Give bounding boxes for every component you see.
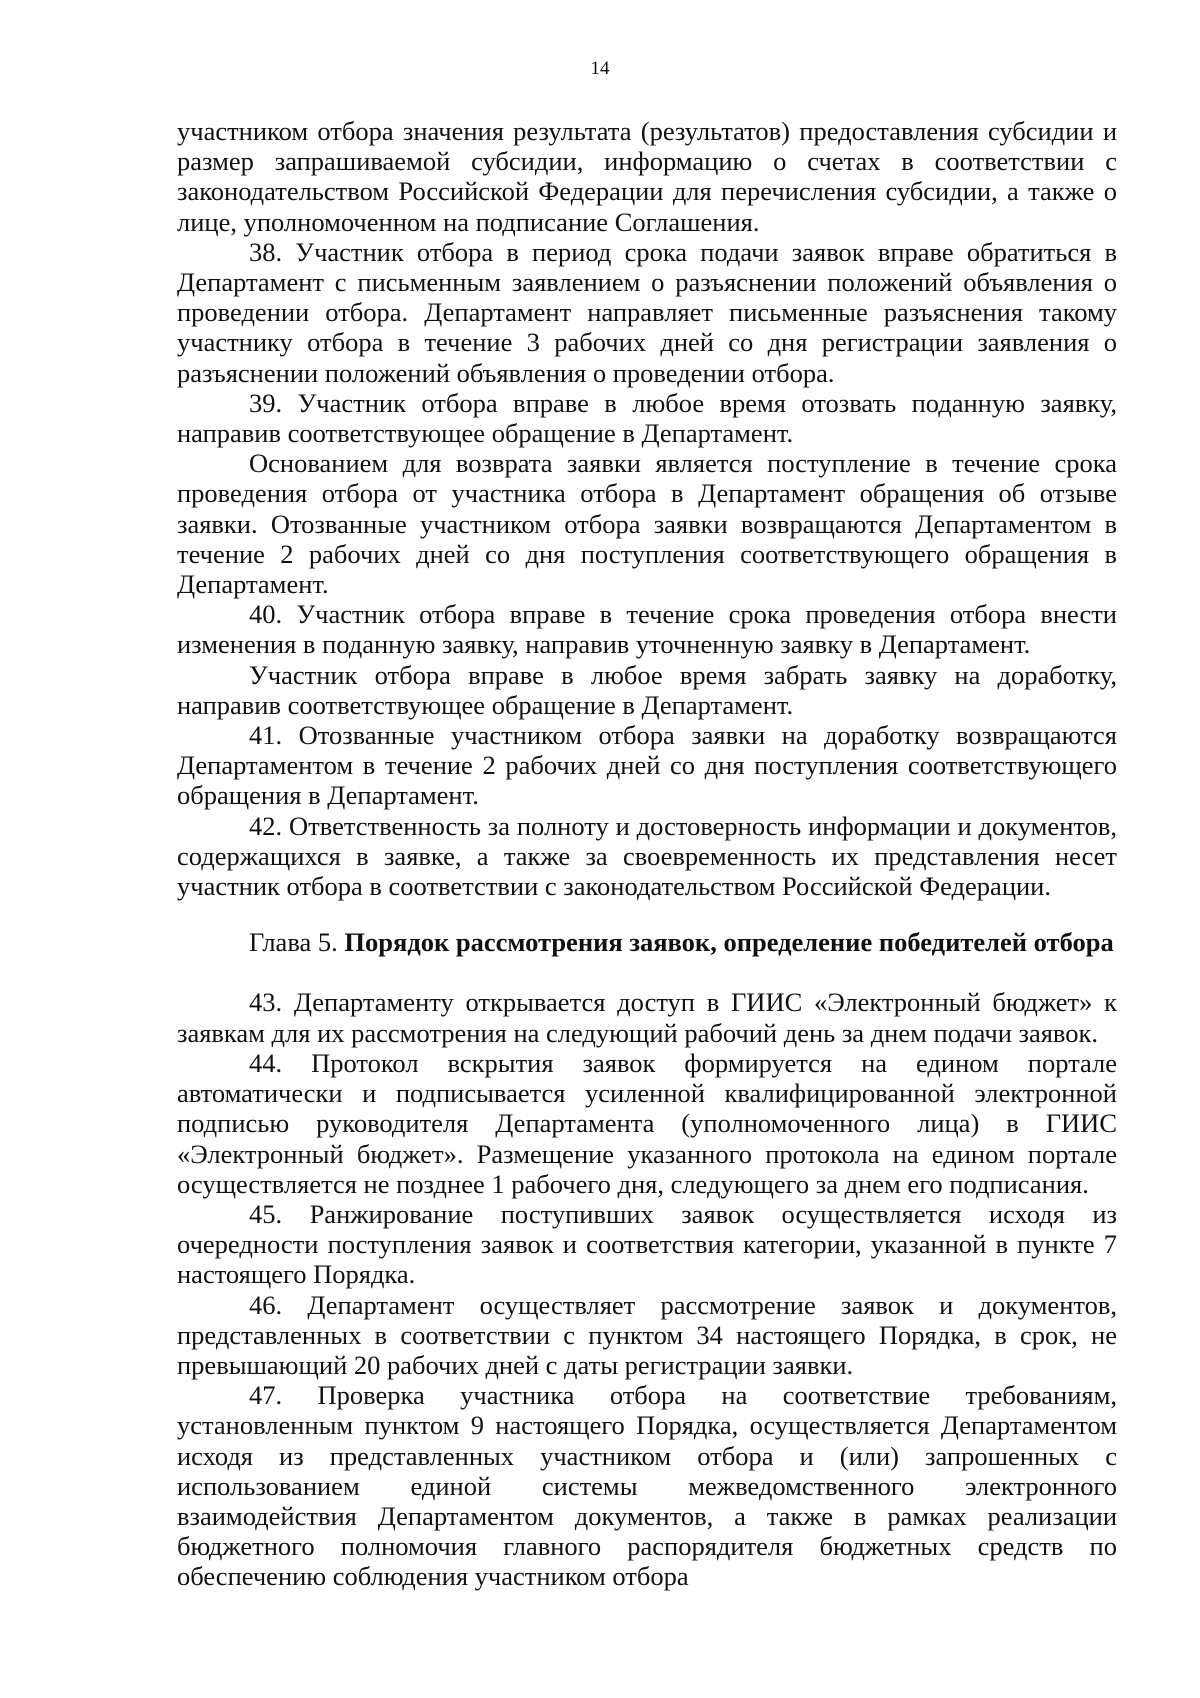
paragraph: Основанием для возврата заявки является поступление в течение срока проведения отбора от участника отбора в Департамент обращения об отзыве заявки. Отозванные участником отбора заявки возвращаются Департаментом в течение 2 рабочих дней со дня поступления соответствующего обращения в Департамент. — [177, 448, 1117, 600]
paragraph-38: 38. Участник отбора в период срока подачи заявок вправе обратиться в Департамент с письменным заявлением о разъяснении положений объявления о проведении отбора. Департамент направляет письменные разъяснения такому участнику отбора в течение 3 рабочих дней со дня регистрации заявления о разъяснении положений объявления о проведении отбора. — [177, 236, 1117, 388]
paragraph-45: 45. Ранжирование поступивших заявок осуществляется исходя из очередности поступления заявок и соответствия категории, указанной в пункте 7 настоящего Порядка. — [177, 1198, 1117, 1290]
chapter-heading — [177, 927, 1117, 957]
chapter-title: Порядок рассмотрения заявок, определение победителей отбора — [344, 927, 1114, 958]
paragraph: Участник отбора вправе в любое время забрать заявку на доработку, направив соответствующее обращение в Департамент. — [177, 659, 1117, 720]
paragraph-39: 39. Участник отбора вправе в любое время отозвать поданную заявку, направив соответствующее обращение в Департамент. — [177, 387, 1117, 449]
paragraph-44: 44. Протокол вскрытия заявок формируется на едином портале автоматически и подписывается усиленной квалифицированной электронной подписью руководителя Департамента (уполномоченного лица) в ГИИС «Электронный бюджет». Размещение указанного протокола на едином портале осуществляется не позднее 1 рабочего дня, следующего за днем его подписания. — [177, 1047, 1117, 1199]
paragraph-47: 47. Проверка участника отбора на соответствие требованиям, установленным пунктом 9 настоящего Порядка, осуществляется Департаментом исходя из представленных участником отбора и (или) запрошенных с использованием единой системы межведомственного электронного взаимодействия Департаментом документов, а также в рамках реализации бюджетного полномочия главного распорядителя бюджетных средств по обеспечению соблюдения участником отбора — [177, 1380, 1117, 1592]
document-body — [177, 116, 1117, 1592]
paragraph-43: 43. Департаменту открывается доступ в ГИИС «Электронный бюджет» к заявкам для их рассмотрения на следующий рабочий день за днем подачи заявок. — [177, 987, 1117, 1048]
chapter-prefix: Глава 5. — [249, 927, 345, 958]
page-number: 14 — [590, 58, 610, 79]
paragraph-41: 41. Отозванные участником отбора заявки на доработку возвращаются Департаментом в течение 2 рабочих дней со дня поступления соответствующего обращения в Департамент. — [177, 720, 1117, 811]
paragraph-46: 46. Департамент осуществляет рассмотрение заявок и документов, представленных в соответствии с пунктом 34 настоящего Порядка, в срок, не превышающий 20 рабочих дней с даты регистрации заявки. — [177, 1289, 1117, 1380]
paragraph: участником отбора значения результата (результатов) предоставления субсидии и размер запрашиваемой субсидии, информацию о счетах в соответствии с законодательством Российской Федерации для перечисления субсидии, а также о лице, уполномоченном на подписание Соглашения. — [177, 116, 1117, 237]
paragraph-40: 40. Участник отбора вправе в течение срока проведения отбора внести изменения в поданную заявку, направив уточненную заявку в Департамент. — [177, 599, 1117, 660]
paragraph-42: 42. Ответственность за полноту и достоверность информации и документов, содержащихся в заявке, а также за своевременность их представления несет участник отбора в соответствии с законодательством Российской Федерации. — [177, 810, 1117, 902]
